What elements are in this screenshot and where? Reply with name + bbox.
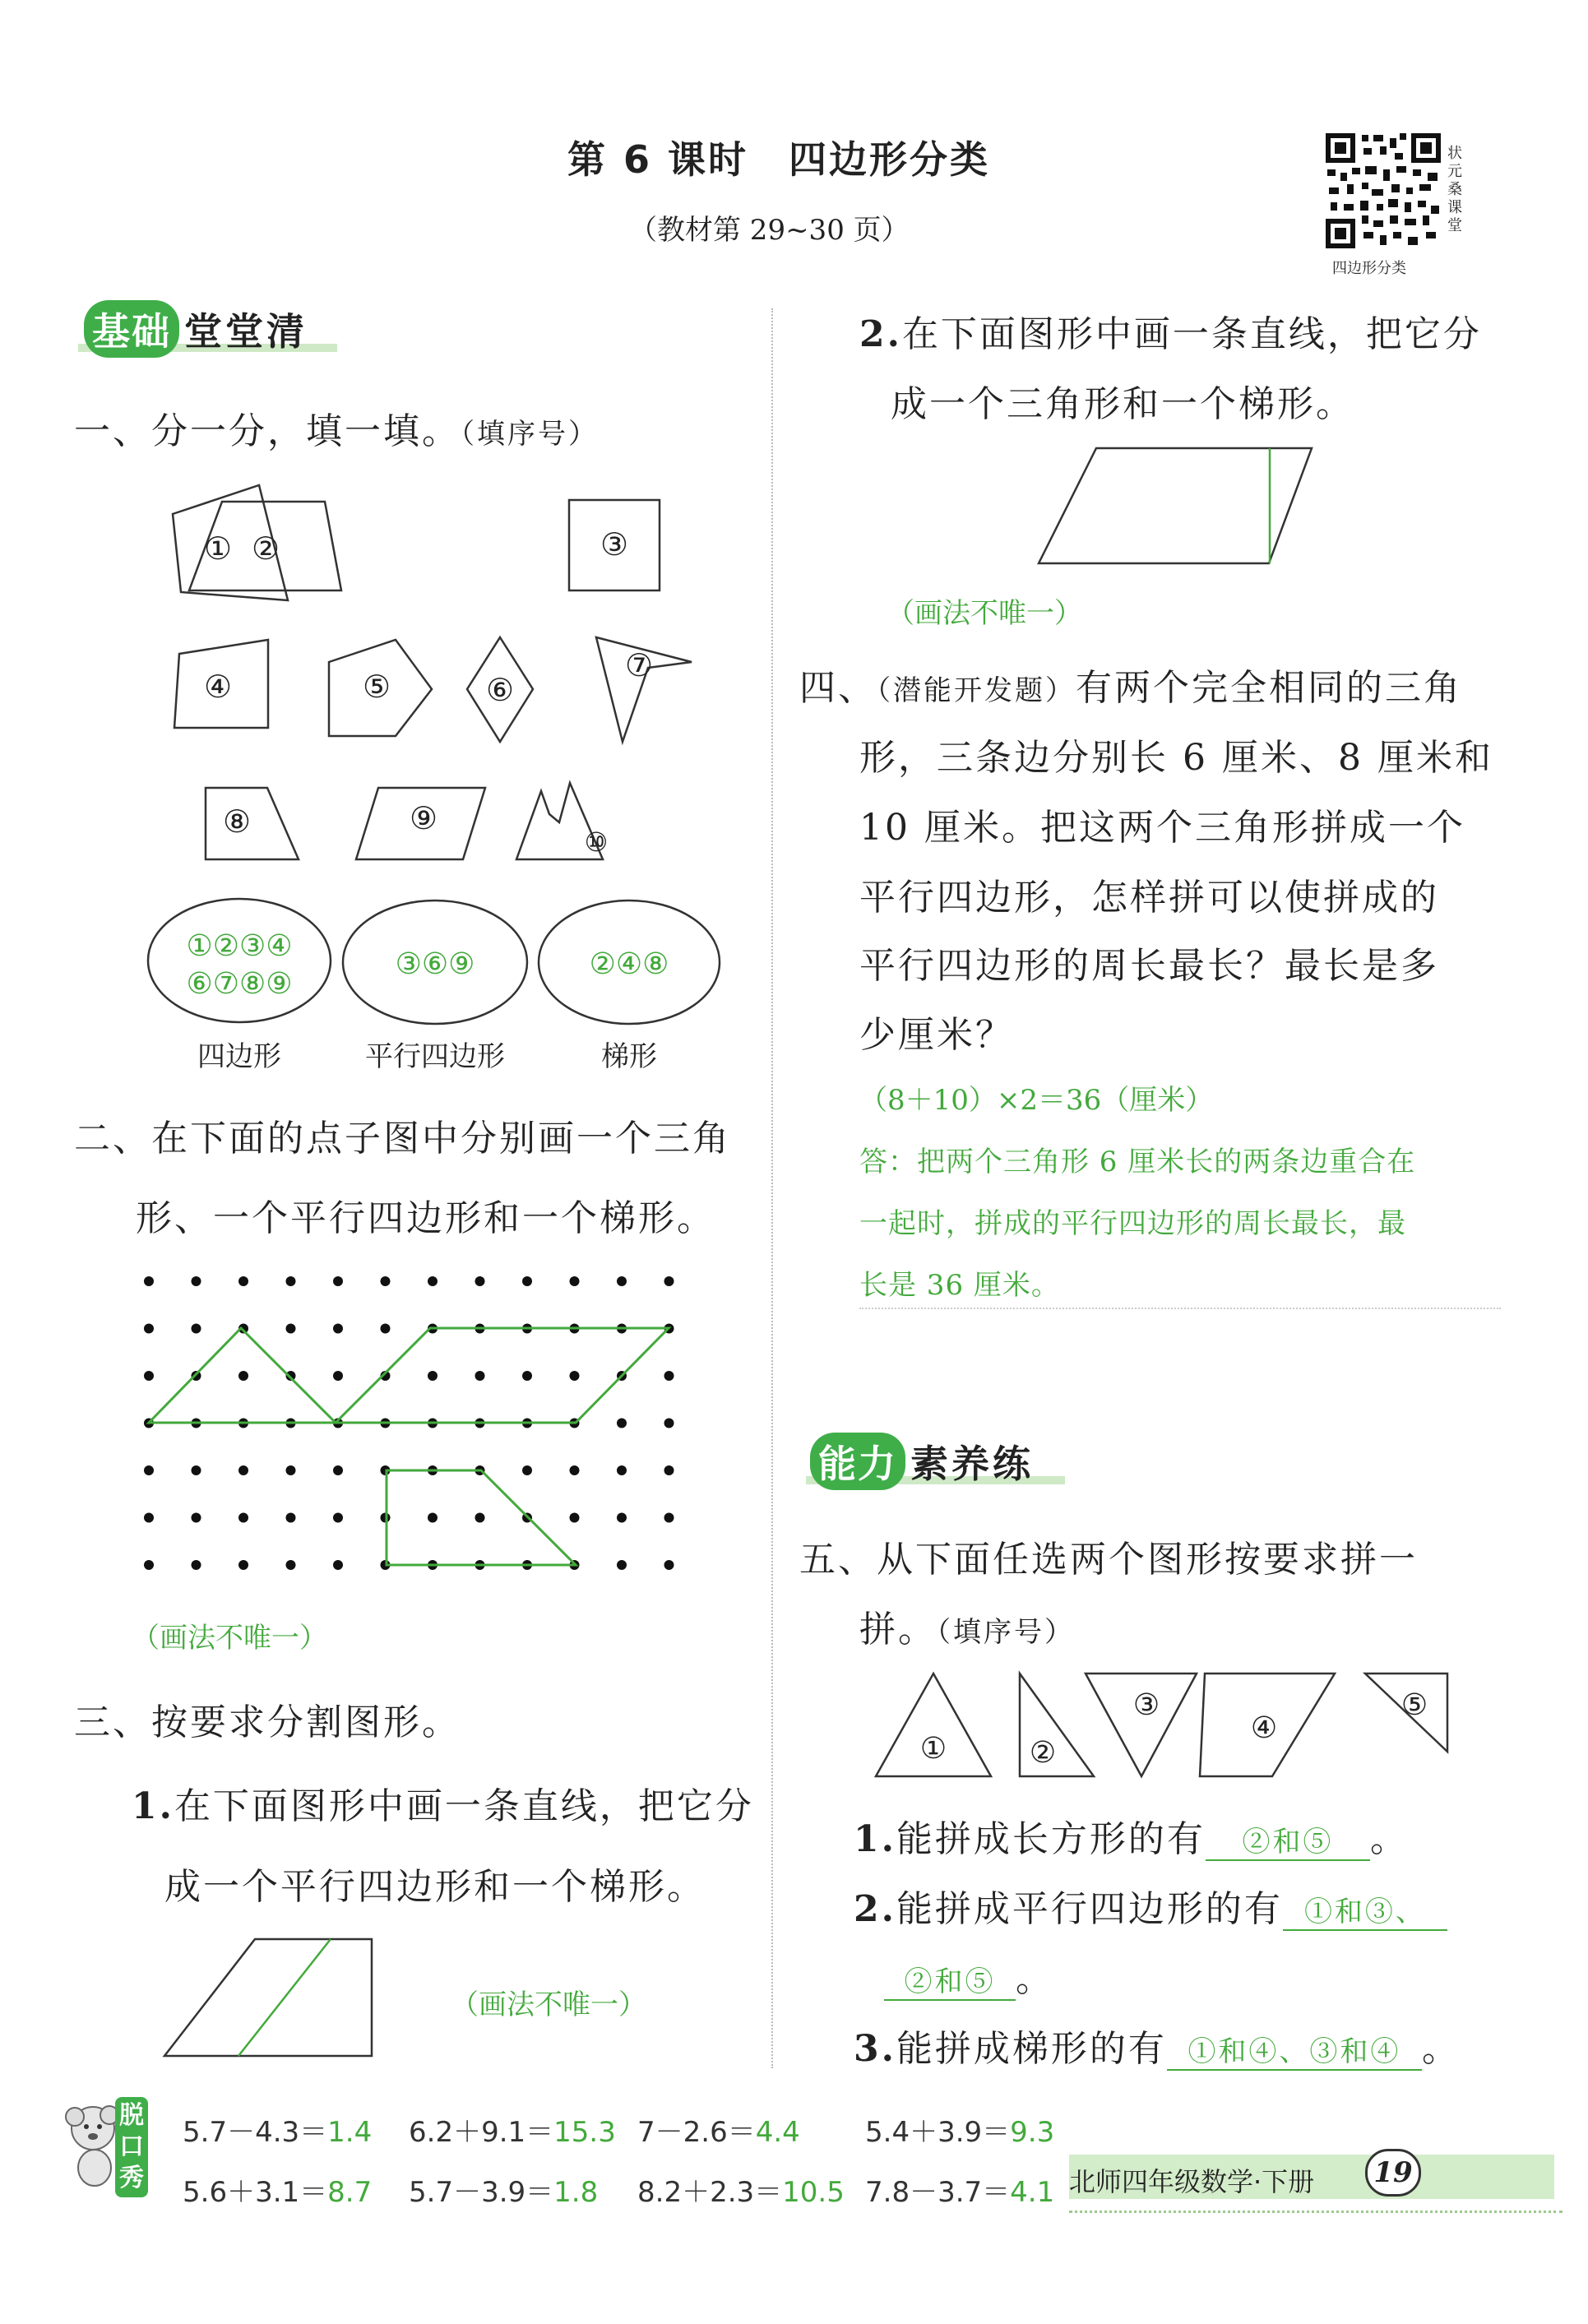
grid-dot [428,1276,438,1286]
question-text: 有两个完全相同的三角 [1076,667,1462,709]
question-prefix: 一、 [74,410,151,452]
grid-dot [664,1560,674,1570]
mental-item: 6.2＋9.1＝15.3 [409,2116,616,2149]
q3-1-note: （画法不唯一） [451,1988,646,2021]
shape-label: ② [251,530,280,567]
question-3 [74,1692,461,1745]
question-2 [74,1109,731,1161]
grid-dot [333,1324,343,1334]
q1-sets [144,896,736,1086]
question-2-cont: 形、一个平行四边形和一个梯形。 [136,1197,715,1239]
grid-dot [192,1513,201,1523]
grid-dot [192,1276,201,1286]
question-4-line: 10 厘米。把这两个三角形拼成一个 [859,807,1465,849]
mental-item: 7.8－3.7＝4.1 [865,2176,1055,2209]
grid-dot [286,1560,296,1570]
grid-dot [428,1371,438,1381]
grid-dot [238,1371,248,1381]
q5-shapes [868,1665,1460,1797]
grid-dot [333,1465,343,1475]
grid-dot [238,1513,248,1523]
q5-item-2-cont [884,1949,1054,2002]
set-label: 四边形 [197,1040,281,1073]
sub-number: 2. [854,1888,896,1930]
question-text: 从下面任选两个图形按要求拼一 [877,1539,1418,1581]
shape-label: ⑩ [584,826,609,858]
item-text: 能拼成长方形的有 [896,1818,1206,1860]
set-answer: ⑥⑦⑧⑨ [186,967,293,1001]
question-5 [799,1530,1418,1582]
q4-answer-line: 一起时，拼成的平行四边形的周长最长，最 [859,1207,1406,1240]
grid-dot [144,1371,154,1381]
q3-1-figure [156,1933,387,2064]
grid-dot [664,1513,674,1523]
mental-item: 8.2＋2.3＝10.5 [637,2176,845,2209]
q4-formula: （8＋10）×2＝36（厘米） [859,1084,1214,1117]
grid-dot [333,1560,343,1570]
grid-dot [664,1276,674,1286]
q5-item-3 [854,2019,1461,2072]
q3-2-figure [1032,440,1320,572]
item-text: 能拼成梯形的有 [896,2028,1167,2070]
sub-number: 1. [854,1818,896,1860]
grid-dot [333,1513,343,1523]
piece-label: ① [919,1732,947,1766]
page-title: 第 6 课时 四边形分类 [567,137,991,182]
footer-badge: 脱口秀 [115,2097,148,2197]
question-text: 拼。 [859,1609,937,1650]
section-header-basic [84,300,308,358]
section-title: 堂堂清 [184,309,308,354]
question-3-1 [132,1776,754,1829]
q4-answer-line: 长是 36 厘米。 [859,1269,1060,1302]
grid-dot [286,1465,296,1475]
question-5-cont [859,1599,1075,1652]
grid-dot [522,1371,532,1381]
grid-dot [144,1276,154,1286]
grid-dot [238,1465,248,1475]
grid-dot [144,1560,154,1570]
question-note: （填序号） [937,1616,1075,1649]
grid-dot [144,1465,154,1475]
column-divider [771,308,773,2068]
grid-dot [144,1513,154,1523]
piece-label: ③ [1132,1688,1160,1722]
question-note: （填序号） [461,418,599,451]
question-4-line: 形，三条边分别长 6 厘米、8 厘米和 [859,737,1493,779]
shape-label: ⑦ [624,647,654,683]
mental-item: 7－2.6＝4.4 [637,2116,800,2149]
q1-shapes [148,477,740,888]
question-3-2-cont: 成一个三角形和一个梯形。 [891,383,1354,425]
grid-dot [475,1513,485,1523]
grid-dot [570,1276,580,1286]
set-answer: ②④⑧ [589,947,669,981]
shape-label: ④ [203,669,233,705]
grid-dot [192,1465,201,1475]
question-prefix: 四、 [799,667,877,709]
item-end: 。 [1016,1958,1054,2000]
grid-dot [570,1513,580,1523]
page-subtitle: （教材第 29~30 页） [629,214,910,247]
set-answer: ③⑥⑨ [395,947,475,981]
item-end: 。 [1421,2028,1461,2070]
question-3-2 [859,304,1482,357]
q5-item-1 [854,1809,1409,1862]
question-1 [74,401,599,454]
question-text: 在下面图形中画一条直线，把它分 [174,1785,754,1827]
question-3-1-cont: 成一个平行四边形和一个梯形。 [164,1866,706,1908]
sub-number: 1. [132,1785,174,1827]
shape-label: ⑧ [222,803,252,840]
question-text: 在下面的点子图中分别画一个三角 [151,1118,731,1160]
grid-dot [333,1276,343,1286]
question-4 [799,658,1462,711]
grid-dot [238,1276,248,1286]
grid-dot [333,1371,343,1381]
grid-dot [617,1560,627,1570]
question-prefix: 三、 [74,1701,151,1743]
mental-item: 5.6＋3.1＝8.7 [183,2176,373,2209]
grid-dot [664,1371,674,1381]
section-header-ability [810,1433,1034,1490]
set-answer: ①②③④ [186,929,293,963]
shape-label: ⑨ [409,800,438,836]
question-text: 在下面图形中画一条直线，把它分 [901,313,1482,355]
question-text: 按要求分割图形。 [151,1701,461,1743]
grid-dot [286,1324,296,1334]
page-number: 19 [1365,2149,1421,2197]
question-text: 分一分，填一填。 [151,410,461,452]
grid-dot [617,1276,627,1286]
footer-dots [1069,2211,1563,2213]
grid-dot [428,1513,438,1523]
qr-caption: 四边形分类 [1332,260,1406,277]
answer-blank[interactable]: ②和⑤ [884,1959,1016,2001]
question-prefix: 五、 [799,1539,877,1581]
piece-label: ④ [1250,1711,1278,1745]
grid-dot [570,1371,580,1381]
grid-dot [475,1371,485,1381]
shape-label: ③ [600,526,629,562]
shape-label: ① [203,530,233,567]
qr-code[interactable] [1322,130,1444,252]
question-4-line: 平行四边形，怎样拼可以使拼成的 [859,877,1439,919]
item-end: 。 [1369,1818,1409,1860]
q3-2-note: （画法不唯一） [887,597,1082,630]
dotted-separator [859,1308,1501,1309]
shape-label: ⑥ [485,672,515,708]
grid-dot [381,1276,391,1286]
question-4-line: 平行四边形的周长最长？最长是多 [859,945,1439,987]
piece-label: ⑤ [1400,1688,1428,1722]
grid-dot [664,1419,674,1428]
sub-number: 3. [854,2028,896,2070]
set-label: 平行四边形 [365,1040,505,1073]
q2-note: （画法不唯一） [132,1622,327,1655]
item-text: 能拼成平行四边形的有 [896,1888,1283,1930]
answer-blank[interactable]: ①和④、③和④ [1167,2029,1422,2071]
grid-dot [522,1465,532,1475]
grid-dot [617,1419,627,1428]
mental-item: 5.7－4.3＝1.4 [183,2116,373,2149]
section-title: 素养练 [910,1442,1034,1486]
book-title: 北师四年级数学·下册 [1069,2166,1315,2197]
q4-answer-line: 答：把两个三角形 6 厘米长的两条边重合在 [859,1146,1416,1178]
grid-dot [381,1324,391,1334]
grid-dot [192,1560,201,1570]
q5-item-2 [854,1879,1447,1932]
sub-number: 2. [859,313,902,355]
grid-dot [192,1324,201,1334]
dot-grid [123,1258,748,1620]
section-badge: 基础 [84,300,179,358]
grid-dot [522,1276,532,1286]
piece-label: ② [1029,1736,1057,1770]
grid-dot [238,1560,248,1570]
set-label: 梯形 [601,1040,657,1073]
mental-item: 5.4＋3.9＝9.3 [865,2116,1055,2149]
shape-8 [206,788,299,859]
mental-item: 5.7－3.9＝1.8 [409,2176,599,2209]
grid-dot [664,1465,674,1475]
section-badge: 能力 [810,1433,905,1490]
grid-dot [286,1513,296,1523]
grid-dot [475,1276,485,1286]
question-prefix: 二、 [74,1118,151,1160]
grid-dot [144,1324,154,1334]
shape-label: ⑤ [362,669,391,705]
grid-dot [617,1513,627,1523]
qr-side-text: 状元桑课堂 [1447,145,1462,234]
grid-dot [570,1465,580,1475]
grid-dot [617,1465,627,1475]
answer-blank[interactable]: ②和⑤ [1206,1819,1370,1861]
answer-blank[interactable]: ①和③、 [1283,1889,1447,1931]
grid-dot [286,1276,296,1286]
question-tag: （潜能开发题） [877,674,1076,707]
question-4-line: 少厘米？ [859,1014,1014,1056]
